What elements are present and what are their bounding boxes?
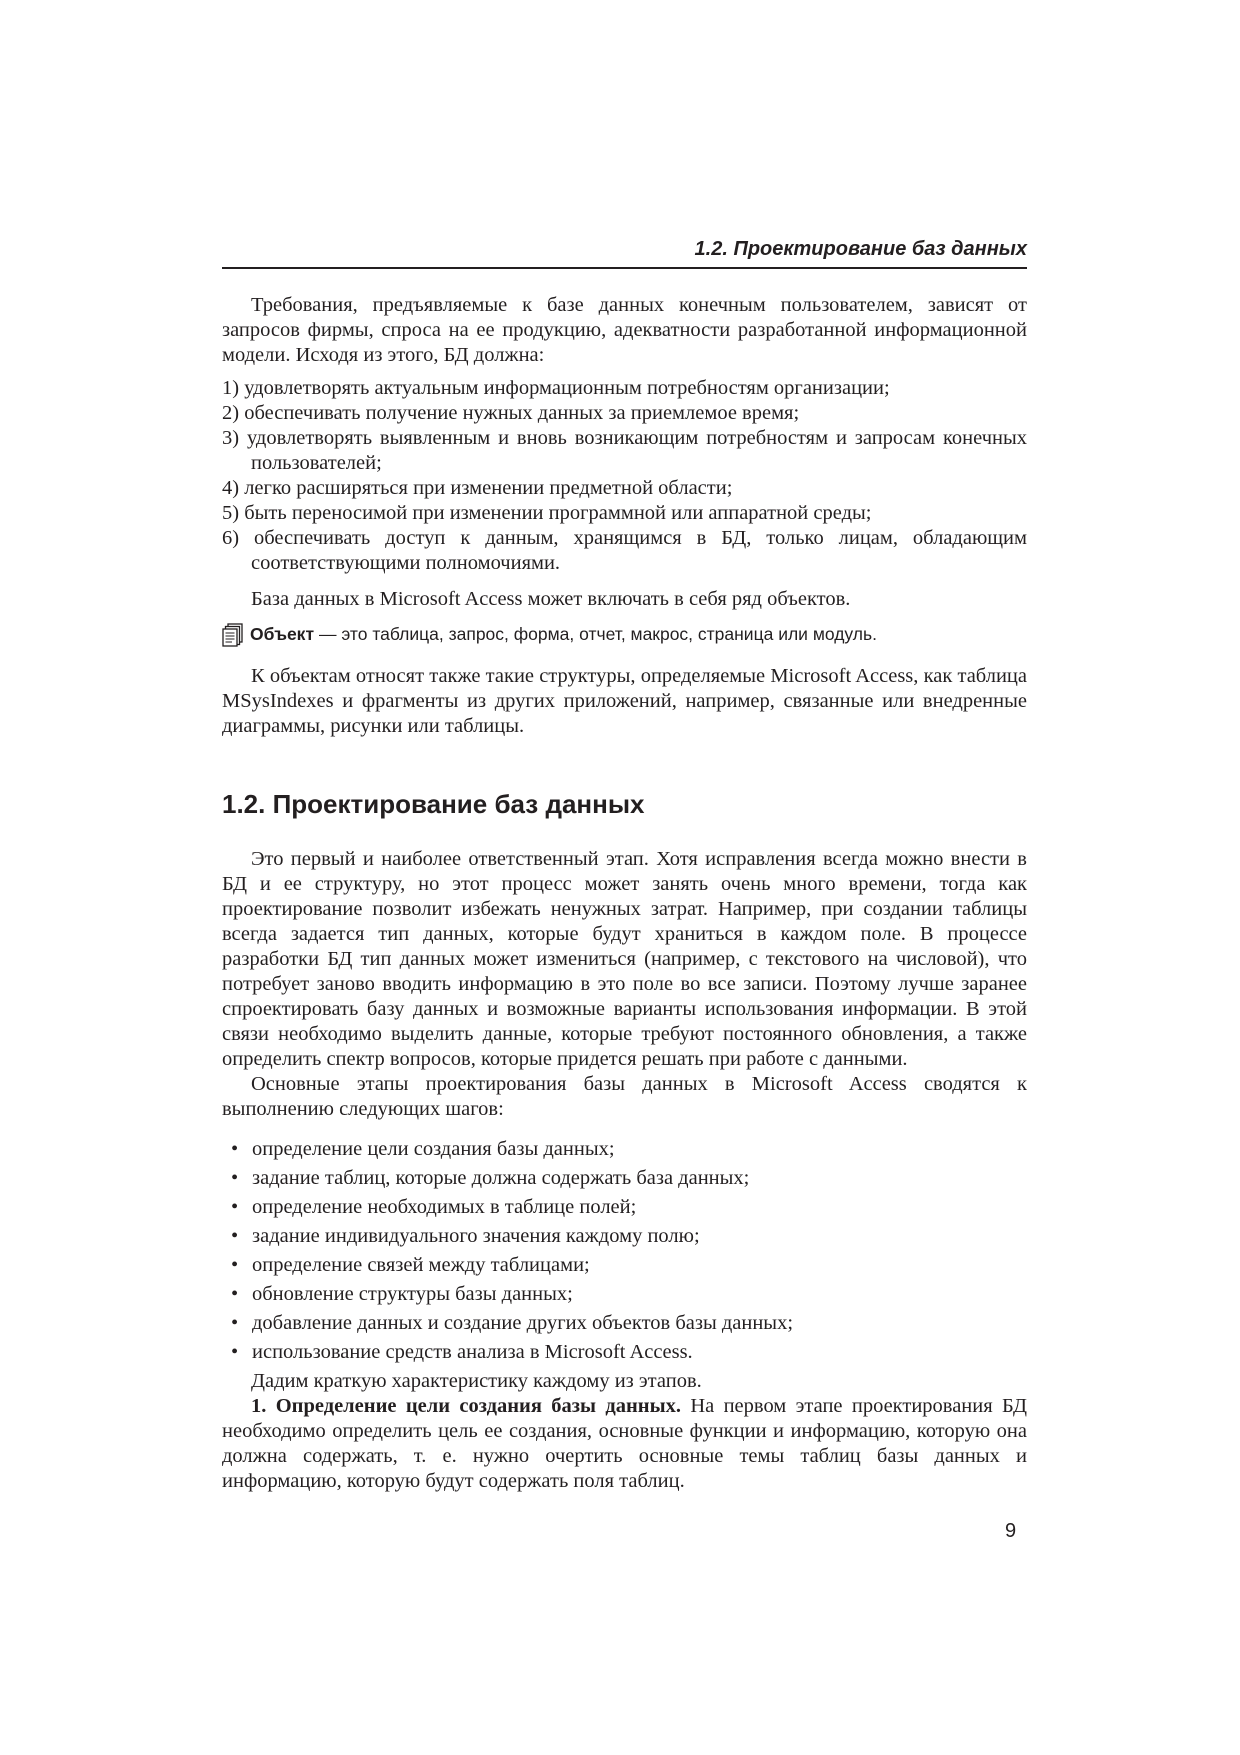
list-item: 3) удовлетворять выявленным и вновь возникающим потребностям и запросам конечных пользователей; [222, 427, 1027, 474]
intro-paragraph: Требования, предъявляемые к базе данных конечным пользователем, зависят от запросов фирмы, спроса на ее продукцию, адекватности разработанной информационной модели. Исходя из этого, БД должна: [222, 294, 1027, 366]
step1-lead: 1. Определение цели создания базы данных. [251, 1395, 681, 1417]
section-paragraph-1: Это первый и наиболее ответственный этап. Хотя исправления всегда можно внести в БД и ее структуру, но этот процесс может занять очень много времени, тогда как проектирование позволит избежать ненужных затрат. Например, при создании таблицы всегда задается тип данных, которые будут храниться в каждом поле. В процессе разработки БД тип данных может измениться (например, с текстового на числовой), что потребует заново вводить информацию в это поле во все записи. Поэтому лучше заранее спроектировать базу данных и возможные варианты использования информации. В этой связи необходимо выделить данные, которые требуют постоянного обновления, а также определить спектр вопросов, которые придется решать при работе с данными. [222, 848, 1027, 1070]
definition-callout [222, 622, 1027, 647]
list-item: • определение необходимых в таблице полей; [222, 1195, 1027, 1220]
list-item: 1) удовлетворять актуальным информационным потребностям организации; [222, 377, 890, 399]
steps-intro: Дадим краткую характеристику каждому из этапов. [251, 1370, 702, 1392]
section-paragraph-2: Основные этапы проектирования базы данных в Microsoft Access сводятся к выполнению следующих шагов: [222, 1073, 1027, 1120]
list-item: • добавление данных и создание других объектов базы данных; [222, 1311, 1027, 1336]
list-item: • задание индивидуального значения каждому полю; [222, 1224, 1027, 1249]
page-number: 9 [1005, 1520, 1017, 1542]
list-item: • использование средств анализа в Microsoft Access. [222, 1340, 1027, 1365]
objects-paragraph-2: К объектам относят также такие структуры, определяемые Microsoft Access, как таблица MSysIndexes и фрагменты из других приложений, например, связанные или внедренные диаграммы, рисунки или таблицы. [222, 665, 1027, 737]
requirements-list [222, 376, 1027, 576]
definition-term: Объект [250, 624, 315, 644]
objects-paragraph: База данных в Microsoft Access может включать в себя ряд объектов. [251, 588, 851, 610]
list-item: • задание таблиц, которые должна содержать база данных; [222, 1166, 1027, 1191]
notes-icon [222, 623, 244, 647]
list-item: 2) обеспечивать получение нужных данных за приемлемое время; [222, 402, 800, 424]
list-item: 5) быть переносимой при изменении программной или аппаратной среды; [222, 502, 872, 524]
running-header: 1.2. Проектирование баз данных [222, 238, 1027, 269]
page-content [222, 238, 1027, 1494]
step1-paragraph [222, 1394, 1027, 1494]
list-item: • обновление структуры базы данных; [222, 1282, 1027, 1307]
steps-list [222, 1137, 1027, 1365]
list-item: • определение цели создания базы данных; [222, 1137, 1027, 1162]
section-title: 1.2. Проектирование баз данных [222, 789, 645, 819]
list-item: 6) обеспечивать доступ к данным, хранящимся в БД, только лицам, обладающим соответствующими полномочиями. [222, 527, 1028, 574]
step1-text: На первом этапе проектирования БД необходимо определить цель ее создания, основные функции и информацию, которую она должна содержать, т. е. нужно очертить основные темы таблиц базы данных и информацию, которую будут содержать поля таблиц. [222, 1395, 1027, 1492]
definition-text: — это таблица, запрос, форма, отчет, макрос, страница или модуль. [319, 624, 877, 644]
list-item: • определение связей между таблицами; [222, 1253, 1027, 1278]
list-item: 4) легко расширяться при изменении предметной области; [222, 477, 733, 499]
